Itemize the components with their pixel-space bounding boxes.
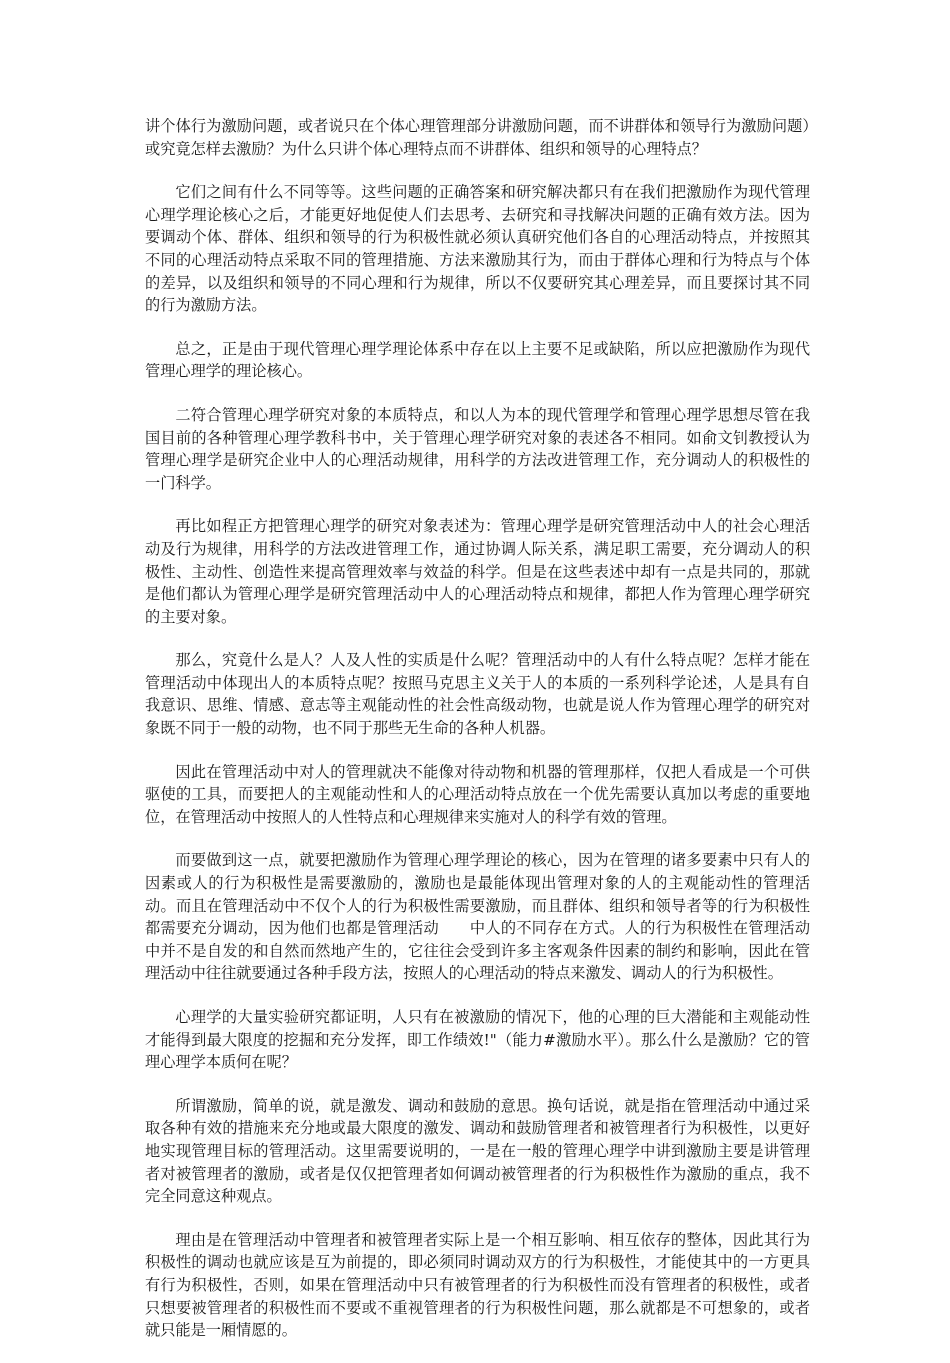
paragraph-7: 因此在管理活动中对人的管理就决不能像对待动物和机器的管理那样，仅把人看成是一个可供驱使的工具，而要把人的主观能动性和人的心理活动特点放在一个优先需要认真加以考虑的重要地位，在管理活动中按照人的人性特点和心理规律来实施对人的科学有效的管理。 bbox=[145, 762, 810, 826]
paragraph-8: 而要做到这一点，就要把激励作为管理心理学理论的核心，因为在管理的诸多要素中只有人的因素或人的行为积极性是需要激励的，激励也是最能体现出管理对象的人的主观能动性的管理活动。而且在管理活动中不仅个人的行为积极性需要激励，而且群体、组织和领导者等的行为积极性都需要充分调动，因为他们也都是管理活动 中人的不同存在方式。人的行为积极性在管理活动中并不是自发的和自然而然地产生的，它往往会受到许多主客观条件因素的制约和影响，因此在管理活动中往往就要通过各种手段方法，按照人的心理活动的特点来激发、调动人的行为积极性。 bbox=[145, 851, 810, 983]
paragraph-1: 讲个体行为激励问题，或者说只在个体心理管理部分讲激励问题，而不讲群体和领导行为激励问题）或究竟怎样去激励？为什么只讲个体心理特点而不讲群体、组织和领导的心理特点？ bbox=[145, 117, 810, 158]
paragraph-2: 它们之间有什么不同等等。这些问题的正确答案和研究解决都只有在我们把激励作为现代管理心理学理论核心之后，才能更好地促使人们去思考、去研究和寻找解决问题的正确有效方法。因为要调动个体、群体、组织和领导的行为积极性就必须认真研究他们各自的心理活动特点，并按照其不同的心理活动特点采取不同的管理措施、方法来激励其行为，而由于群体心理和行为特点与个体的差异，以及组织和领导的不同心理和行为规律，所以不仅要研究其心理差异，而且要探讨其不同的行为激励方法。 bbox=[145, 183, 810, 315]
paragraph-10: 所谓激励，简单的说，就是激发、调动和鼓励的意思。换句话说，就是指在管理活动中通过采取各种有效的措施来充分地或最大限度的激发、调动和鼓励管理者和被管理者行为积极性，以更好地实现管理目标的管理活动。这里需要说明的，一是在一般的管理心理学中讲到激励主要是讲管理者对被管理者的激励，或者是仅仅把管理者如何调动被管理者的行为积极性作为激励的重点，我不完全同意这种观点。 bbox=[145, 1096, 810, 1206]
paragraph-9: 心理学的大量实验研究都证明，人只有在被激励的情况下，他的心理的巨大潜能和主观能动性才能得到最大限度的挖掘和充分发挥，即工作绩效!"（能力#激励水平）。那么什么是激励？它的管理心理学本质何在呢？ bbox=[145, 1008, 810, 1072]
document-body bbox=[145, 115, 810, 1363]
paragraph-3: 总之，正是由于现代管理心理学理论体系中存在以上主要不足或缺陷，所以应把激励作为现代管理心理学的理论核心。 bbox=[145, 339, 810, 381]
paragraph-6: 那么，究竟什么是人？人及人性的实质是什么呢？管理活动中的人有什么特点呢？怎样才能在管理活动中体现出人的本质特点呢？按照马克思主义关于人的本质的一系列科学论述，人是具有自我意识、思维、情感、意志等主观能动性的社会性高级动物，也就是说人作为管理心理学的研究对象既不同于一般的动物，也不同于那些无生命的各种人机器。 bbox=[145, 651, 810, 738]
paragraph-4: 二符合管理心理学研究对象的本质特点，和以人为本的现代管理学和管理心理学思想尽管在我国目前的各种管理心理学教科书中，关于管理心理学研究对象的表述各不相同。如俞文钊教授认为管理心理学是研究企业中人的心理活动规律，用科学的方法改进管理工作，充分调动人的积极性的一门科学。 bbox=[145, 405, 810, 492]
paragraph-5: 再比如程正方把管理心理学的研究对象表述为：管理心理学是研究管理活动中人的社会心理活动及行为规律，用科学的方法改进管理工作，通过协调人际关系，满足职工需要，充分调动人的积极性、主动性、创造性来提高管理效率与效益的科学。但是在这些表述中却有一点是共同的，那就是他们都认为管理心理学是研究管理活动中人的心理活动特点和规律，都把人作为管理心理学研究的主要对象。 bbox=[145, 517, 810, 626]
paragraph-11: 理由是在管理活动中管理者和被管理者实际上是一个相互影响、相互依存的整体，因此其行为积极性的调动也就应该是互为前提的，即必须同时调动双方的行为积极性，才能使其中的一方更具有行为积极性，否则，如果在管理活动中只有被管理者的行为积极性而没有管理者的积极性，或者只想要被管理者的积极性而不要或不重视管理者的行为积极性问题，那么就都是不可想象的，或者就只能是一厢情愿的。 bbox=[145, 1230, 810, 1340]
